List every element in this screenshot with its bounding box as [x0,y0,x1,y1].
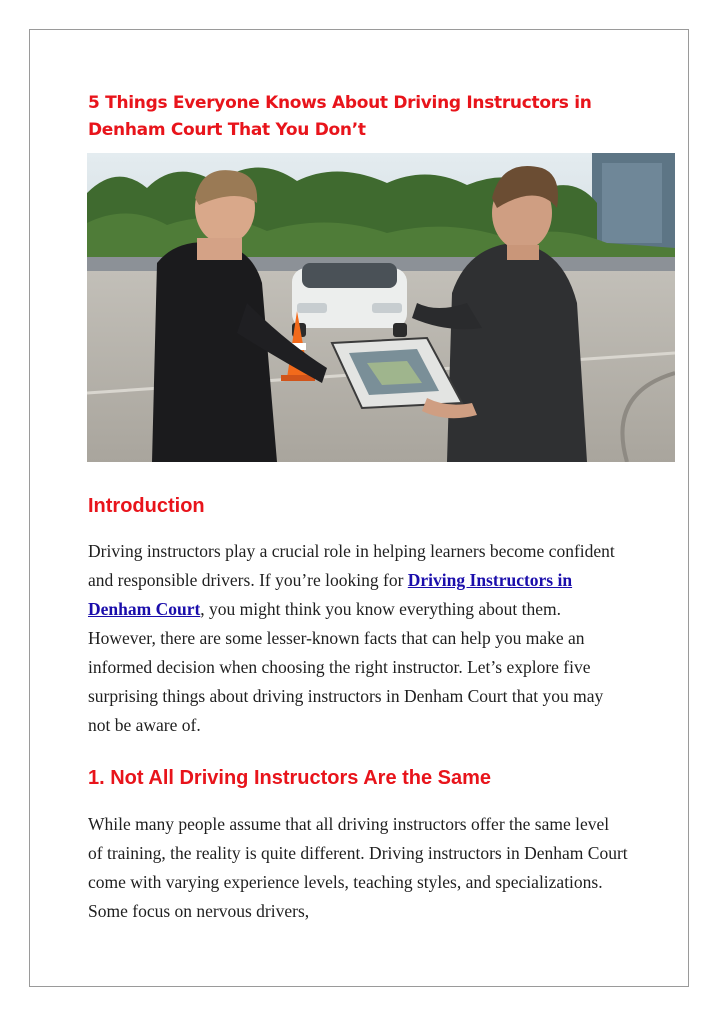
section1-heading: 1. Not All Driving Instructors Are the Same [88,767,492,789]
document-page [29,29,689,987]
intro-text-start: Driving instructors play a crucial role in helping learners become confident and responsible drivers. If you’re looking for [88,541,615,590]
introduction-paragraph [88,537,628,740]
white-car [292,263,407,337]
introduction-heading: Introduction [88,495,205,517]
driving-instructors-link[interactable]: Driving Instructors in Denham Court [88,570,573,619]
section1-paragraph: While many people assume that all driving instructors offer the same level of training, the reality is quite different. Driving instructors in Denham Court come with varying experience levels, teaching styles, and specializations. Some focus on nervous drivers, [88,814,628,921]
hero-photo [87,153,675,462]
intro-text-end: , you might think you know everything about them. However, there are some lesser-known facts that can help you make an informed decision when choosing the right instructor. Let’s explore five surprising things about driving instructors in Denham Court that you may not be aware of. [88,599,604,735]
page-title: 5 Things Everyone Knows About Driving Instructors in Denham Court That You Don’t [88,93,592,140]
